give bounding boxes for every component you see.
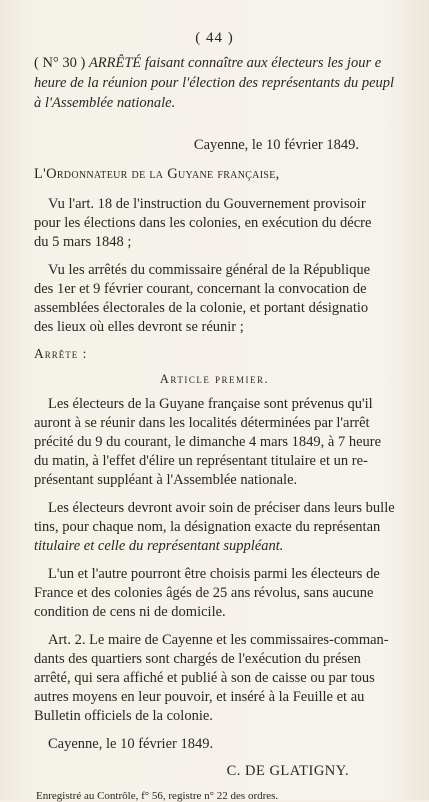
text-line: du matin, à l'effet d'élire un représentant titulaire et un re- xyxy=(34,453,368,469)
registration-footer: Enregistré au Contrôle, f° 56, registre n° 22 des ordres. xyxy=(36,790,279,802)
text-line: France et des colonies âgés de 25 ans révolus, sans aucune xyxy=(34,585,374,601)
paragraph-vu-2 xyxy=(34,261,429,337)
text-line: assemblées électorales de la colonie, et portant désignatio xyxy=(34,300,369,316)
arrete-label: Arrête : xyxy=(34,346,88,361)
signature: C. DE GLATIGNY. xyxy=(226,763,349,779)
text-line: auront à se réunir dans les localités déterminées par l'arrêt xyxy=(34,415,370,431)
text-line: Vu l'art. 18 de l'instruction du Gouvernement provisoir xyxy=(48,196,366,212)
text-line: pour les élections dans les colonies, en exécution du décre xyxy=(34,215,372,231)
issuer-line: L'Ordonnateur de la Guyane française, xyxy=(34,166,280,182)
text-line: Vu les arrêtés du commissaire général de la République xyxy=(48,262,371,278)
text-line: arrêté, qui sera affiché et publié à son de caisse ou par tous xyxy=(34,670,375,686)
text-line: Cayenne, le 10 février 1849. xyxy=(48,736,214,752)
article-heading: Article premier. xyxy=(159,372,270,386)
paragraph-vu-1 xyxy=(34,195,429,252)
text-line: Bulletin officiels de la colonie. xyxy=(34,708,213,724)
text-line: dants des quartiers sont chargés de l'exécution du présen xyxy=(34,651,361,667)
text-line: titulaire et celle du représentant suppléant. xyxy=(34,538,284,554)
text-line: Les électeurs devront avoir soin de préciser dans leurs bulle xyxy=(48,500,395,516)
text-line: précité du 9 du courant, le dimanche 4 mars 1849, à 7 heure xyxy=(34,434,382,450)
text-line: des 1er et 9 février courant, concernant la convocation de xyxy=(34,281,367,297)
text-line: autres moyens en leur pouvoir, et inséré à la Feuille et au xyxy=(34,689,365,705)
text-line: des lieux où elles devront se réunir ; xyxy=(34,319,244,335)
page-number: ( 44 ) xyxy=(195,30,234,46)
dateline: Cayenne, le 10 février 1849. xyxy=(193,137,359,153)
text-line: L'un et l'autre pourront être choisis parmi les électeurs de xyxy=(48,566,380,582)
text-line: Art. 2. Le maire de Cayenne et les commissaires-comman- xyxy=(48,632,389,648)
text-line: présentant suppléant à l'Assemblée nationale. xyxy=(34,472,298,488)
article1-paragraph-1 xyxy=(34,395,429,490)
decree-title xyxy=(34,53,429,113)
article1-paragraph-3 xyxy=(34,565,429,622)
title-line-2: heure de la réunion pour l'élection des représentants du peupl xyxy=(34,75,395,91)
article1-paragraph-2 xyxy=(34,499,429,556)
title-line-3: à l'Assemblée nationale. xyxy=(34,95,176,111)
text-line: du 5 mars 1848 ; xyxy=(34,234,132,250)
decree-number: ( N° 30 ) xyxy=(34,55,86,71)
closing-date xyxy=(34,735,429,754)
text-line: condition de cens ni de domicile. xyxy=(34,604,226,620)
text-line: tins, pour chaque nom, la désignation exacte du représentan xyxy=(34,519,381,535)
title-line-1: ARRÊTÉ faisant connaître aux électeurs les jour e xyxy=(88,55,382,71)
text-line: Les électeurs de la Guyane française sont prévenus qu'il xyxy=(48,396,373,412)
article2-paragraph xyxy=(34,631,429,726)
